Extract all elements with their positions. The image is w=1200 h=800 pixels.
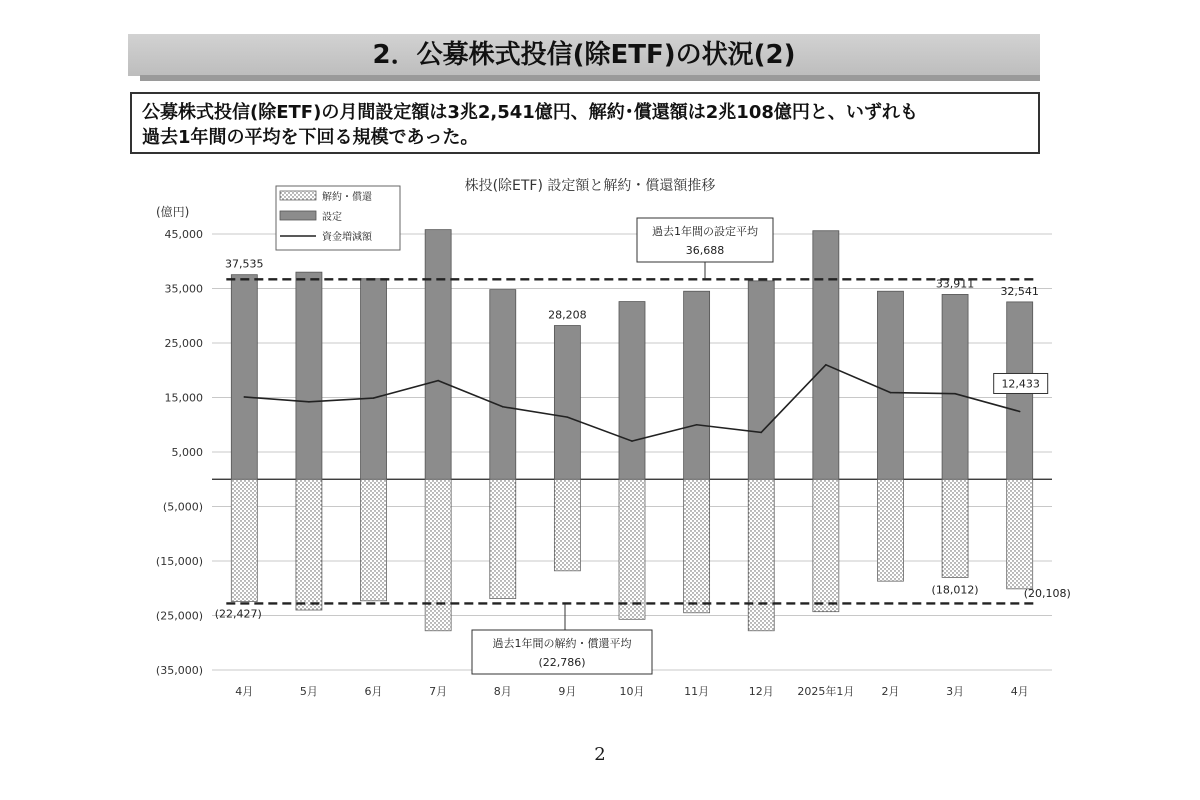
y-tick-label: 15,000 (164, 391, 203, 405)
y-axis-unit-label: (億円) (156, 205, 190, 219)
redemption-bar (361, 479, 387, 601)
legend-label: 資金増減額 (322, 232, 372, 243)
redemption-bar (942, 479, 968, 577)
subscription-bar (684, 291, 710, 479)
x-tick-label: 7月 (429, 685, 448, 698)
y-tick-label: (25,000) (155, 609, 203, 623)
y-tick-label: 5,000 (171, 446, 203, 459)
net-flow-point (760, 432, 762, 434)
y-tick-label: 25,000 (164, 337, 203, 350)
net-flow-point (696, 424, 698, 426)
x-tick-label: 9月 (558, 685, 577, 698)
net-flow-point (631, 440, 633, 442)
x-tick-label: 6月 (364, 685, 383, 698)
net-flow-point (890, 392, 892, 394)
y-tick-label: 45,000 (164, 228, 203, 241)
callout-label: 過去1年間の解約・償還平均 (492, 637, 632, 650)
net-flow-point (954, 393, 956, 395)
y-tick-label: (5,000) (162, 500, 203, 514)
page-number: 2 (594, 744, 606, 765)
callout-label: 過去1年間の設定平均 (652, 225, 758, 238)
redemption-bar (684, 479, 710, 613)
redemption-bar (619, 479, 645, 619)
net-flow-point (825, 364, 827, 366)
subscription-bar (425, 230, 451, 480)
net-flow-point (567, 416, 569, 418)
net-flow-point (373, 397, 375, 399)
data-label: (22,427) (214, 607, 262, 621)
redemption-bar (231, 479, 257, 601)
legend-label: 設定 (322, 212, 342, 223)
y-tick-label: (35,000) (155, 664, 203, 677)
net-flow-point (437, 380, 439, 382)
subscription-bar (490, 290, 516, 480)
subscription-bar (231, 275, 257, 480)
x-tick-label: 8月 (493, 685, 512, 698)
redemption-bar (1007, 479, 1033, 589)
x-tick-label: 5月 (299, 685, 318, 698)
data-label: 12,433 (1001, 377, 1040, 391)
redemption-bar (813, 479, 839, 611)
subscription-bar (296, 272, 322, 479)
subscription-bar (748, 281, 774, 479)
net-flow-point (1019, 411, 1021, 413)
data-label: 33,911 (935, 277, 975, 291)
redemption-bar (296, 479, 322, 610)
net-flow-point (502, 406, 504, 408)
subscription-bar (361, 279, 387, 480)
page-title: 2．公募株式投信(除ETF)の状況(2) (372, 40, 796, 70)
redemption-bar (877, 479, 903, 581)
x-tick-label: 12月 (748, 685, 774, 698)
data-label: (18,012) (931, 583, 979, 597)
subscription-bar (619, 302, 645, 480)
summary-line-1: 公募株式投信(除ETF)の月間設定額は3兆2,541億円、解約･償還額は2兆108億円と、いずれも (142, 102, 918, 123)
summary-line-2: 過去1年間の平均を下回る規模であった。 (142, 127, 479, 148)
data-label: 32,541 (1000, 284, 1039, 298)
redemption-bar (490, 479, 516, 598)
x-tick-label: 11月 (684, 685, 710, 698)
subscription-bar (813, 231, 839, 480)
x-tick-label: 10月 (619, 685, 645, 698)
callout-value: 36,688 (685, 244, 725, 257)
redemption-bar (554, 479, 580, 571)
legend-label: 解約・償還 (322, 192, 372, 203)
chart-title: 株投(除ETF) 設定額と解約・償還額推移 (464, 178, 716, 194)
callout-value: (22,786) (538, 656, 586, 669)
data-label: 28,208 (548, 308, 587, 322)
legend-swatch-redemption (280, 191, 316, 200)
net-flow-point (244, 396, 246, 398)
y-tick-label: (15,000) (155, 555, 203, 568)
subscription-bar (877, 291, 903, 479)
x-tick-label: 4月 (235, 685, 254, 698)
x-tick-label: 3月 (946, 685, 965, 698)
subscription-bar (942, 294, 968, 479)
redemption-bar (425, 479, 451, 631)
data-label: (20,108) (1023, 586, 1071, 600)
x-tick-label: 2月 (881, 685, 900, 698)
redemption-bar (748, 479, 774, 631)
subscription-bar (554, 326, 580, 480)
x-tick-label: 4月 (1010, 685, 1029, 698)
data-label: 37,535 (225, 257, 264, 271)
net-flow-point (308, 401, 310, 403)
legend-swatch-subscription (280, 211, 316, 220)
y-tick-label: 35,000 (164, 282, 203, 296)
x-tick-label: 2025年1月 (797, 685, 855, 698)
